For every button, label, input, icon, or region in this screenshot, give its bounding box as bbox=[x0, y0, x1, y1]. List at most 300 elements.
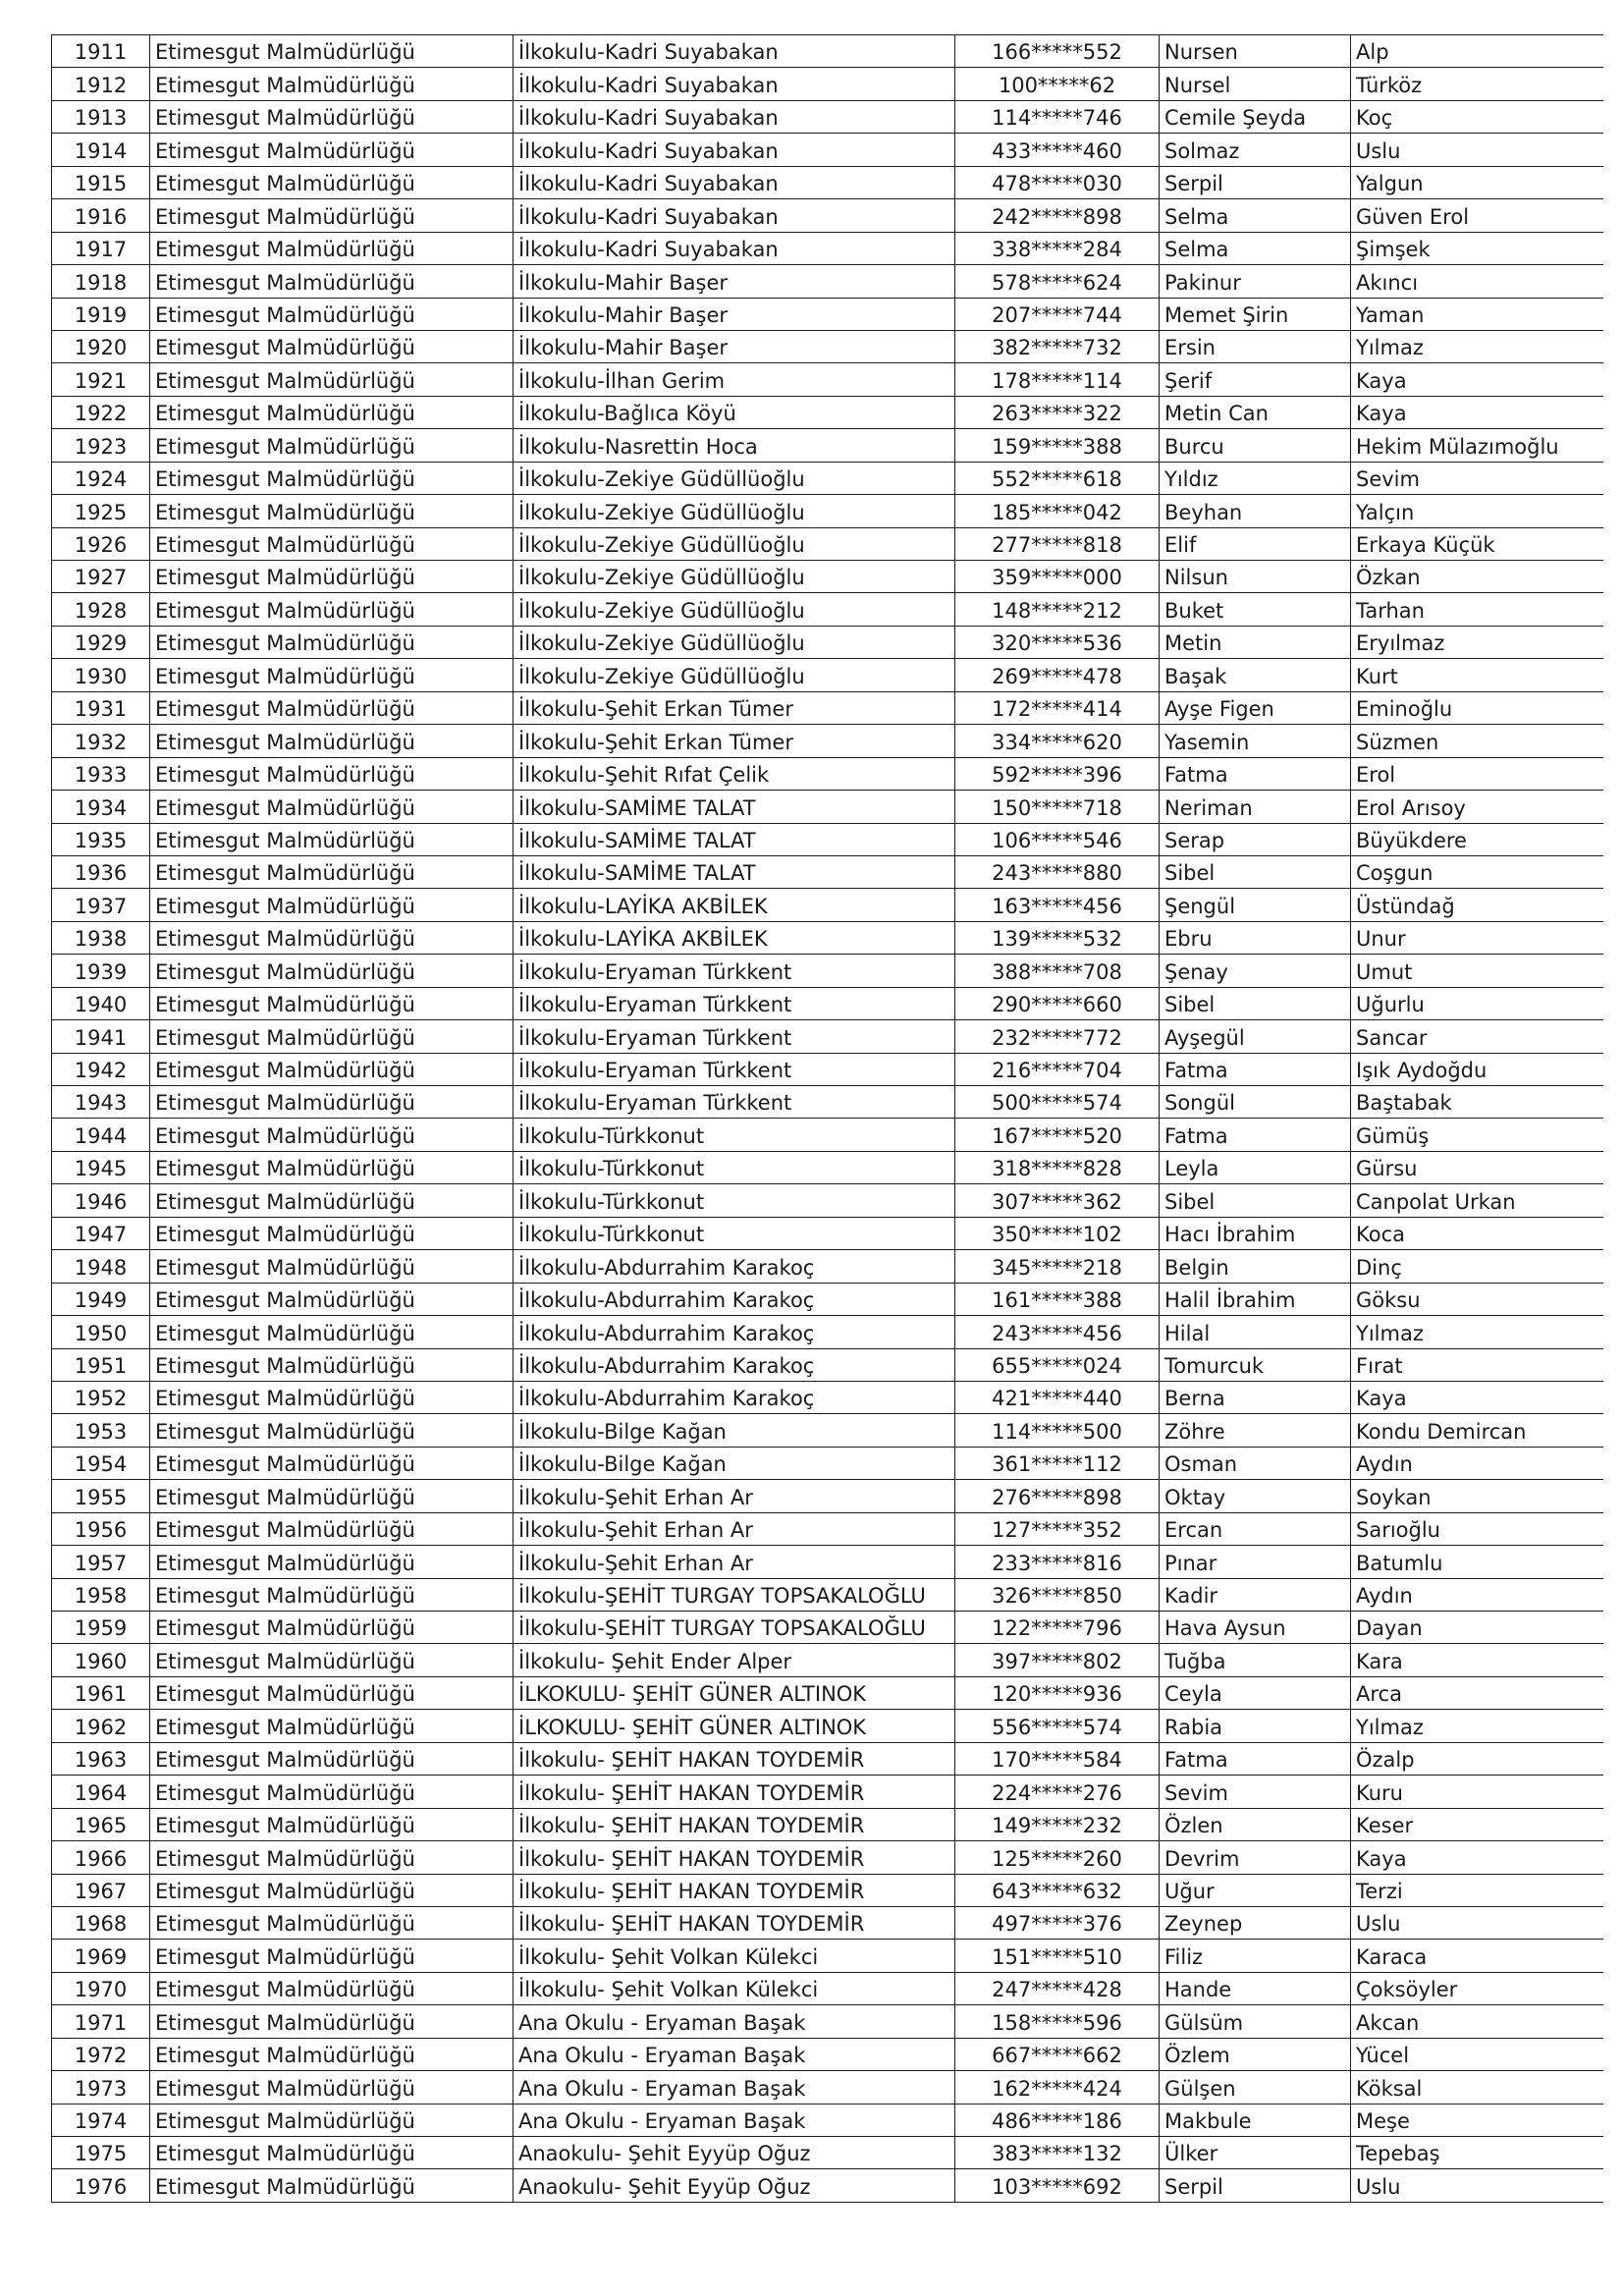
row-number: 1922 bbox=[52, 396, 150, 428]
school-name: İlkokulu-Zekiye Güdüllüoğlu bbox=[514, 527, 955, 560]
masked-id-number: 243*****880 bbox=[955, 855, 1160, 888]
last-name: Dayan bbox=[1351, 1612, 1603, 1644]
row-number: 1945 bbox=[52, 1151, 150, 1183]
table-row bbox=[52, 691, 1603, 724]
masked-id-number: 242*****898 bbox=[955, 199, 1160, 232]
office-name: Etimesgut Malmüdürlüğü bbox=[150, 363, 514, 396]
school-name: İlkokulu-Bağlıca Köyü bbox=[514, 396, 955, 428]
school-name: İlkokulu-Abdurrahim Karakoç bbox=[514, 1381, 955, 1413]
row-number: 1955 bbox=[52, 1480, 150, 1512]
school-name: İlkokulu-Şehit Erhan Ar bbox=[514, 1546, 955, 1578]
office-name: Etimesgut Malmüdürlüğü bbox=[150, 1676, 514, 1709]
table-row bbox=[52, 1710, 1603, 1742]
office-name: Etimesgut Malmüdürlüğü bbox=[150, 1447, 514, 1479]
first-name: Şerif bbox=[1160, 363, 1351, 396]
table-row bbox=[52, 2038, 1603, 2070]
table-row bbox=[52, 1480, 1603, 1512]
row-number: 1927 bbox=[52, 561, 150, 593]
school-name: İlkokulu-Türkkonut bbox=[514, 1184, 955, 1217]
office-name: Etimesgut Malmüdürlüğü bbox=[150, 2137, 514, 2169]
row-number: 1942 bbox=[52, 1053, 150, 1085]
masked-id-number: 269*****478 bbox=[955, 659, 1160, 691]
office-name: Etimesgut Malmüdürlüğü bbox=[150, 1217, 514, 1249]
school-name: İlkokulu-LAYİKA AKBİLEK bbox=[514, 921, 955, 954]
table-row bbox=[52, 232, 1603, 264]
masked-id-number: 161*****388 bbox=[955, 1283, 1160, 1315]
first-name: Ayşe Figen bbox=[1160, 691, 1351, 724]
row-number: 1935 bbox=[52, 823, 150, 855]
school-name: İlkokulu- ŞEHİT HAKAN TOYDEMİR bbox=[514, 1776, 955, 1808]
last-name: Umut bbox=[1351, 955, 1603, 987]
last-name: Özkan bbox=[1351, 561, 1603, 593]
first-name: Gülşen bbox=[1160, 2071, 1351, 2104]
office-name: Etimesgut Malmüdürlüğü bbox=[150, 1940, 514, 1972]
masked-id-number: 388*****708 bbox=[955, 955, 1160, 987]
last-name: Canpolat Urkan bbox=[1351, 1184, 1603, 1217]
masked-id-number: 263*****322 bbox=[955, 396, 1160, 428]
last-name: Yalçın bbox=[1351, 495, 1603, 527]
row-number: 1923 bbox=[52, 429, 150, 462]
table-row bbox=[52, 757, 1603, 790]
table-row bbox=[52, 921, 1603, 954]
office-name: Etimesgut Malmüdürlüğü bbox=[150, 495, 514, 527]
row-number: 1924 bbox=[52, 462, 150, 494]
row-number: 1976 bbox=[52, 2169, 150, 2202]
school-name: İlkokulu-İlhan Gerim bbox=[514, 363, 955, 396]
first-name: Nilsun bbox=[1160, 561, 1351, 593]
office-name: Etimesgut Malmüdürlüğü bbox=[150, 626, 514, 658]
office-name: Etimesgut Malmüdürlüğü bbox=[150, 2071, 514, 2104]
first-name: Leyla bbox=[1160, 1151, 1351, 1183]
row-number: 1958 bbox=[52, 1578, 150, 1611]
last-name: Süzmen bbox=[1351, 725, 1603, 757]
last-name: Karaca bbox=[1351, 1940, 1603, 1972]
last-name: Kaya bbox=[1351, 1841, 1603, 1874]
school-name: İlkokulu-ŞEHİT TURGAY TOPSAKALOĞLU bbox=[514, 1612, 955, 1644]
office-name: Etimesgut Malmüdürlüğü bbox=[150, 396, 514, 428]
first-name: Yıldız bbox=[1160, 462, 1351, 494]
row-number: 1974 bbox=[52, 2104, 150, 2136]
office-name: Etimesgut Malmüdürlüğü bbox=[150, 429, 514, 462]
first-name: Solmaz bbox=[1160, 134, 1351, 166]
row-number: 1962 bbox=[52, 1710, 150, 1742]
masked-id-number: 655*****024 bbox=[955, 1348, 1160, 1381]
table-row bbox=[52, 1250, 1603, 1283]
table-row bbox=[52, 1612, 1603, 1644]
table-row bbox=[52, 462, 1603, 494]
office-name: Etimesgut Malmüdürlüğü bbox=[150, 1086, 514, 1119]
table-row bbox=[52, 396, 1603, 428]
first-name: Tuğba bbox=[1160, 1644, 1351, 1676]
row-number: 1972 bbox=[52, 2038, 150, 2070]
table-row bbox=[52, 1348, 1603, 1381]
office-name: Etimesgut Malmüdürlüğü bbox=[150, 100, 514, 133]
masked-id-number: 100*****62 bbox=[955, 68, 1160, 100]
row-number: 1944 bbox=[52, 1119, 150, 1151]
row-number: 1911 bbox=[52, 35, 150, 68]
school-name: İLKOKULU- ŞEHİT GÜNER ALTINOK bbox=[514, 1676, 955, 1709]
masked-id-number: 224*****276 bbox=[955, 1776, 1160, 1808]
office-name: Etimesgut Malmüdürlüğü bbox=[150, 757, 514, 790]
last-name: Yılmaz bbox=[1351, 330, 1603, 362]
masked-id-number: 578*****624 bbox=[955, 265, 1160, 298]
office-name: Etimesgut Malmüdürlüğü bbox=[150, 298, 514, 330]
first-name: Serap bbox=[1160, 823, 1351, 855]
row-number: 1917 bbox=[52, 232, 150, 264]
school-name: İlkokulu- Şehit Ender Alper bbox=[514, 1644, 955, 1676]
school-name: İlkokulu-Kadri Suyabakan bbox=[514, 100, 955, 133]
school-name: İlkokulu-Eryaman Türkkent bbox=[514, 955, 955, 987]
table-row bbox=[52, 1316, 1603, 1348]
school-name: İlkokulu-Mahir Başer bbox=[514, 330, 955, 362]
row-number: 1975 bbox=[52, 2137, 150, 2169]
last-name: Kara bbox=[1351, 1644, 1603, 1676]
school-name: İlkokulu-SAMİME TALAT bbox=[514, 823, 955, 855]
first-name: Yasemin bbox=[1160, 725, 1351, 757]
masked-id-number: 172*****414 bbox=[955, 691, 1160, 724]
table-row bbox=[52, 593, 1603, 626]
first-name: Metin bbox=[1160, 626, 1351, 658]
office-name: Etimesgut Malmüdürlüğü bbox=[150, 1972, 514, 2004]
masked-id-number: 350*****102 bbox=[955, 1217, 1160, 1249]
office-name: Etimesgut Malmüdürlüğü bbox=[150, 955, 514, 987]
school-name: İlkokulu-Türkkonut bbox=[514, 1119, 955, 1151]
last-name: Eryılmaz bbox=[1351, 626, 1603, 658]
table-row bbox=[52, 1546, 1603, 1578]
last-name: Türköz bbox=[1351, 68, 1603, 100]
masked-id-number: 114*****500 bbox=[955, 1414, 1160, 1447]
school-name: İlkokulu-Şehit Erkan Tümer bbox=[514, 725, 955, 757]
school-name: İlkokulu-Abdurrahim Karakoç bbox=[514, 1283, 955, 1315]
first-name: Ercan bbox=[1160, 1512, 1351, 1545]
row-number: 1941 bbox=[52, 1020, 150, 1053]
table-row bbox=[52, 527, 1603, 560]
first-name: Zeynep bbox=[1160, 1906, 1351, 1939]
first-name: Selma bbox=[1160, 199, 1351, 232]
masked-id-number: 151*****510 bbox=[955, 1940, 1160, 1972]
masked-id-number: 478*****030 bbox=[955, 166, 1160, 198]
masked-id-number: 334*****620 bbox=[955, 725, 1160, 757]
table-row bbox=[52, 823, 1603, 855]
row-number: 1926 bbox=[52, 527, 150, 560]
first-name: Beyhan bbox=[1160, 495, 1351, 527]
masked-id-number: 361*****112 bbox=[955, 1447, 1160, 1479]
last-name: Büyükdere bbox=[1351, 823, 1603, 855]
last-name: Köksal bbox=[1351, 2071, 1603, 2104]
school-name: İlkokulu-Eryaman Türkkent bbox=[514, 1053, 955, 1085]
masked-id-number: 433*****460 bbox=[955, 134, 1160, 166]
row-number: 1934 bbox=[52, 791, 150, 823]
office-name: Etimesgut Malmüdürlüğü bbox=[150, 1808, 514, 1840]
row-number: 1953 bbox=[52, 1414, 150, 1447]
masked-id-number: 383*****132 bbox=[955, 2137, 1160, 2169]
table-row bbox=[52, 1020, 1603, 1053]
masked-id-number: 320*****536 bbox=[955, 626, 1160, 658]
last-name: Kaya bbox=[1351, 396, 1603, 428]
last-name: Göksu bbox=[1351, 1283, 1603, 1315]
masked-id-number: 159*****388 bbox=[955, 429, 1160, 462]
row-number: 1973 bbox=[52, 2071, 150, 2104]
last-name: Kaya bbox=[1351, 363, 1603, 396]
table-row bbox=[52, 1053, 1603, 1085]
table-row bbox=[52, 298, 1603, 330]
school-name: Anaokulu- Şehit Eyyüp Oğuz bbox=[514, 2169, 955, 2202]
office-name: Etimesgut Malmüdürlüğü bbox=[150, 330, 514, 362]
row-number: 1919 bbox=[52, 298, 150, 330]
table-row bbox=[52, 330, 1603, 362]
last-name: Şimşek bbox=[1351, 232, 1603, 264]
last-name: Terzi bbox=[1351, 1874, 1603, 1906]
masked-id-number: 243*****456 bbox=[955, 1316, 1160, 1348]
table-row bbox=[52, 1742, 1603, 1775]
last-name: Erol bbox=[1351, 757, 1603, 790]
row-number: 1956 bbox=[52, 1512, 150, 1545]
masked-id-number: 247*****428 bbox=[955, 1972, 1160, 2004]
office-name: Etimesgut Malmüdürlüğü bbox=[150, 1512, 514, 1545]
row-number: 1966 bbox=[52, 1841, 150, 1874]
first-name: Fatma bbox=[1160, 1119, 1351, 1151]
table-row bbox=[52, 100, 1603, 133]
masked-id-number: 497*****376 bbox=[955, 1906, 1160, 1939]
row-number: 1939 bbox=[52, 955, 150, 987]
masked-id-number: 139*****532 bbox=[955, 921, 1160, 954]
first-name: Neriman bbox=[1160, 791, 1351, 823]
last-name: Erkaya Küçük bbox=[1351, 527, 1603, 560]
first-name: Ersin bbox=[1160, 330, 1351, 362]
office-name: Etimesgut Malmüdürlüğü bbox=[150, 462, 514, 494]
last-name: Özalp bbox=[1351, 1742, 1603, 1775]
office-name: Etimesgut Malmüdürlüğü bbox=[150, 527, 514, 560]
table-row bbox=[52, 791, 1603, 823]
school-name: İlkokulu-Şehit Erkan Tümer bbox=[514, 691, 955, 724]
masked-id-number: 290*****660 bbox=[955, 987, 1160, 1019]
office-name: Etimesgut Malmüdürlüğü bbox=[150, 823, 514, 855]
table-row bbox=[52, 955, 1603, 987]
first-name: Ebru bbox=[1160, 921, 1351, 954]
masked-id-number: 170*****584 bbox=[955, 1742, 1160, 1775]
masked-id-number: 421*****440 bbox=[955, 1381, 1160, 1413]
table-row bbox=[52, 2137, 1603, 2169]
masked-id-number: 276*****898 bbox=[955, 1480, 1160, 1512]
school-name: İlkokulu-Bilge Kağan bbox=[514, 1414, 955, 1447]
table-row bbox=[52, 725, 1603, 757]
table-row bbox=[52, 1217, 1603, 1249]
first-name: Devrim bbox=[1160, 1841, 1351, 1874]
masked-id-number: 326*****850 bbox=[955, 1578, 1160, 1611]
row-number: 1948 bbox=[52, 1250, 150, 1283]
masked-id-number: 318*****828 bbox=[955, 1151, 1160, 1183]
masked-id-number: 120*****936 bbox=[955, 1676, 1160, 1709]
masked-id-number: 556*****574 bbox=[955, 1710, 1160, 1742]
table-row bbox=[52, 2169, 1603, 2202]
last-name: Uslu bbox=[1351, 2169, 1603, 2202]
school-name: İlkokulu-Kadri Suyabakan bbox=[514, 35, 955, 68]
school-name: İlkokulu- ŞEHİT HAKAN TOYDEMİR bbox=[514, 1906, 955, 1939]
masked-id-number: 397*****802 bbox=[955, 1644, 1160, 1676]
last-name: Sancar bbox=[1351, 1020, 1603, 1053]
last-name: Koç bbox=[1351, 100, 1603, 133]
row-number: 1950 bbox=[52, 1316, 150, 1348]
first-name: Sibel bbox=[1160, 1184, 1351, 1217]
last-name: Yılmaz bbox=[1351, 1710, 1603, 1742]
masked-id-number: 592*****396 bbox=[955, 757, 1160, 790]
office-name: Etimesgut Malmüdürlüğü bbox=[150, 1283, 514, 1315]
office-name: Etimesgut Malmüdürlüğü bbox=[150, 1841, 514, 1874]
row-number: 1964 bbox=[52, 1776, 150, 1808]
school-name: İlkokulu-Zekiye Güdüllüoğlu bbox=[514, 659, 955, 691]
row-number: 1954 bbox=[52, 1447, 150, 1479]
table-row bbox=[52, 855, 1603, 888]
last-name: Yılmaz bbox=[1351, 1316, 1603, 1348]
office-name: Etimesgut Malmüdürlüğü bbox=[150, 1119, 514, 1151]
masked-id-number: 667*****662 bbox=[955, 2038, 1160, 2070]
first-name: Tomurcuk bbox=[1160, 1348, 1351, 1381]
last-name: Güven Erol bbox=[1351, 199, 1603, 232]
row-number: 1947 bbox=[52, 1217, 150, 1249]
masked-id-number: 178*****114 bbox=[955, 363, 1160, 396]
table-row bbox=[52, 2104, 1603, 2136]
school-name: İlkokulu-Türkkonut bbox=[514, 1217, 955, 1249]
school-name: İlkokulu-Kadri Suyabakan bbox=[514, 166, 955, 198]
first-name: Songül bbox=[1160, 1086, 1351, 1119]
first-name: Ceyla bbox=[1160, 1676, 1351, 1709]
masked-id-number: 127*****352 bbox=[955, 1512, 1160, 1545]
row-number: 1916 bbox=[52, 199, 150, 232]
row-number: 1952 bbox=[52, 1381, 150, 1413]
table-row bbox=[52, 1644, 1603, 1676]
row-number: 1970 bbox=[52, 1972, 150, 2004]
office-name: Etimesgut Malmüdürlüğü bbox=[150, 1480, 514, 1512]
table-row bbox=[52, 1086, 1603, 1119]
table-row bbox=[52, 1184, 1603, 1217]
office-name: Etimesgut Malmüdürlüğü bbox=[150, 199, 514, 232]
table-row bbox=[52, 2005, 1603, 2038]
office-name: Etimesgut Malmüdürlüğü bbox=[150, 1053, 514, 1085]
last-name: Kondu Demircan bbox=[1351, 1414, 1603, 1447]
school-name: İlkokulu-Bilge Kağan bbox=[514, 1447, 955, 1479]
last-name: Gümüş bbox=[1351, 1119, 1603, 1151]
row-number: 1912 bbox=[52, 68, 150, 100]
masked-id-number: 163*****456 bbox=[955, 889, 1160, 921]
last-name: Baştabak bbox=[1351, 1086, 1603, 1119]
last-name: Coşgun bbox=[1351, 855, 1603, 888]
table-row bbox=[52, 987, 1603, 1019]
last-name: Erol Arısoy bbox=[1351, 791, 1603, 823]
first-name: Gülsüm bbox=[1160, 2005, 1351, 2038]
masked-id-number: 500*****574 bbox=[955, 1086, 1160, 1119]
table-row bbox=[52, 495, 1603, 527]
table-row bbox=[52, 265, 1603, 298]
last-name: Işık Aydoğdu bbox=[1351, 1053, 1603, 1085]
row-number: 1937 bbox=[52, 889, 150, 921]
office-name: Etimesgut Malmüdürlüğü bbox=[150, 791, 514, 823]
first-name: Berna bbox=[1160, 1381, 1351, 1413]
masked-id-number: 232*****772 bbox=[955, 1020, 1160, 1053]
first-name: Selma bbox=[1160, 232, 1351, 264]
last-name: Hekim Mülazımoğlu bbox=[1351, 429, 1603, 462]
school-name: İlkokulu-SAMİME TALAT bbox=[514, 791, 955, 823]
office-name: Etimesgut Malmüdürlüğü bbox=[150, 1578, 514, 1611]
masked-id-number: 103*****692 bbox=[955, 2169, 1160, 2202]
office-name: Etimesgut Malmüdürlüğü bbox=[150, 1776, 514, 1808]
first-name: Şengül bbox=[1160, 889, 1351, 921]
last-name: Uğurlu bbox=[1351, 987, 1603, 1019]
table-row bbox=[52, 1972, 1603, 2004]
table-row bbox=[52, 1940, 1603, 1972]
office-name: Etimesgut Malmüdürlüğü bbox=[150, 691, 514, 724]
row-number: 1961 bbox=[52, 1676, 150, 1709]
office-name: Etimesgut Malmüdürlüğü bbox=[150, 35, 514, 68]
masked-id-number: 166*****552 bbox=[955, 35, 1160, 68]
first-name: Özlem bbox=[1160, 2038, 1351, 2070]
row-number: 1933 bbox=[52, 757, 150, 790]
masked-id-number: 167*****520 bbox=[955, 1119, 1160, 1151]
first-name: Zöhre bbox=[1160, 1414, 1351, 1447]
last-name: Yalgun bbox=[1351, 166, 1603, 198]
row-number: 1957 bbox=[52, 1546, 150, 1578]
school-name: İlkokulu-Kadri Suyabakan bbox=[514, 68, 955, 100]
last-name: Kuru bbox=[1351, 1776, 1603, 1808]
school-name: İlkokulu-Eryaman Türkkent bbox=[514, 1086, 955, 1119]
first-name: Ülker bbox=[1160, 2137, 1351, 2169]
masked-id-number: 207*****744 bbox=[955, 298, 1160, 330]
school-name: İlkokulu-Zekiye Güdüllüoğlu bbox=[514, 561, 955, 593]
masked-id-number: 382*****732 bbox=[955, 330, 1160, 362]
office-name: Etimesgut Malmüdürlüğü bbox=[150, 659, 514, 691]
school-name: İlkokulu-Eryaman Türkkent bbox=[514, 1020, 955, 1053]
row-number: 1971 bbox=[52, 2005, 150, 2038]
table-row bbox=[52, 1381, 1603, 1413]
first-name: Uğur bbox=[1160, 1874, 1351, 1906]
office-name: Etimesgut Malmüdürlüğü bbox=[150, 987, 514, 1019]
school-name: Anaokulu- Şehit Eyyüp Oğuz bbox=[514, 2137, 955, 2169]
office-name: Etimesgut Malmüdürlüğü bbox=[150, 1414, 514, 1447]
last-name: Aydın bbox=[1351, 1578, 1603, 1611]
last-name: Gürsu bbox=[1351, 1151, 1603, 1183]
table-row bbox=[52, 363, 1603, 396]
school-name: İlkokulu- ŞEHİT HAKAN TOYDEMİR bbox=[514, 1874, 955, 1906]
last-name: Alp bbox=[1351, 35, 1603, 68]
school-name: İlkokulu- Şehit Volkan Külekci bbox=[514, 1940, 955, 1972]
school-name: İlkokulu-Türkkonut bbox=[514, 1151, 955, 1183]
table-row bbox=[52, 1808, 1603, 1840]
masked-id-number: 338*****284 bbox=[955, 232, 1160, 264]
masked-id-number: 106*****546 bbox=[955, 823, 1160, 855]
last-name: Çoksöyler bbox=[1351, 1972, 1603, 2004]
first-name: Pınar bbox=[1160, 1546, 1351, 1578]
masked-id-number: 359*****000 bbox=[955, 561, 1160, 593]
masked-id-number: 486*****186 bbox=[955, 2104, 1160, 2136]
first-name: Fatma bbox=[1160, 1742, 1351, 1775]
first-name: Hava Aysun bbox=[1160, 1612, 1351, 1644]
office-name: Etimesgut Malmüdürlüğü bbox=[150, 1710, 514, 1742]
last-name: Yücel bbox=[1351, 2038, 1603, 2070]
school-name: İlkokulu-Zekiye Güdüllüoğlu bbox=[514, 495, 955, 527]
first-name: Serpil bbox=[1160, 166, 1351, 198]
table-row bbox=[52, 35, 1603, 68]
school-name: İlkokulu-Nasrettin Hoca bbox=[514, 429, 955, 462]
row-number: 1931 bbox=[52, 691, 150, 724]
table-row bbox=[52, 199, 1603, 232]
first-name: Memet Şirin bbox=[1160, 298, 1351, 330]
school-name: İlkokulu-Kadri Suyabakan bbox=[514, 232, 955, 264]
office-name: Etimesgut Malmüdürlüğü bbox=[150, 1184, 514, 1217]
office-name: Etimesgut Malmüdürlüğü bbox=[150, 889, 514, 921]
first-name: Cemile Şeyda bbox=[1160, 100, 1351, 133]
school-name: İLKOKULU- ŞEHİT GÜNER ALTINOK bbox=[514, 1710, 955, 1742]
last-name: Koca bbox=[1351, 1217, 1603, 1249]
last-name: Tepebaş bbox=[1351, 2137, 1603, 2169]
